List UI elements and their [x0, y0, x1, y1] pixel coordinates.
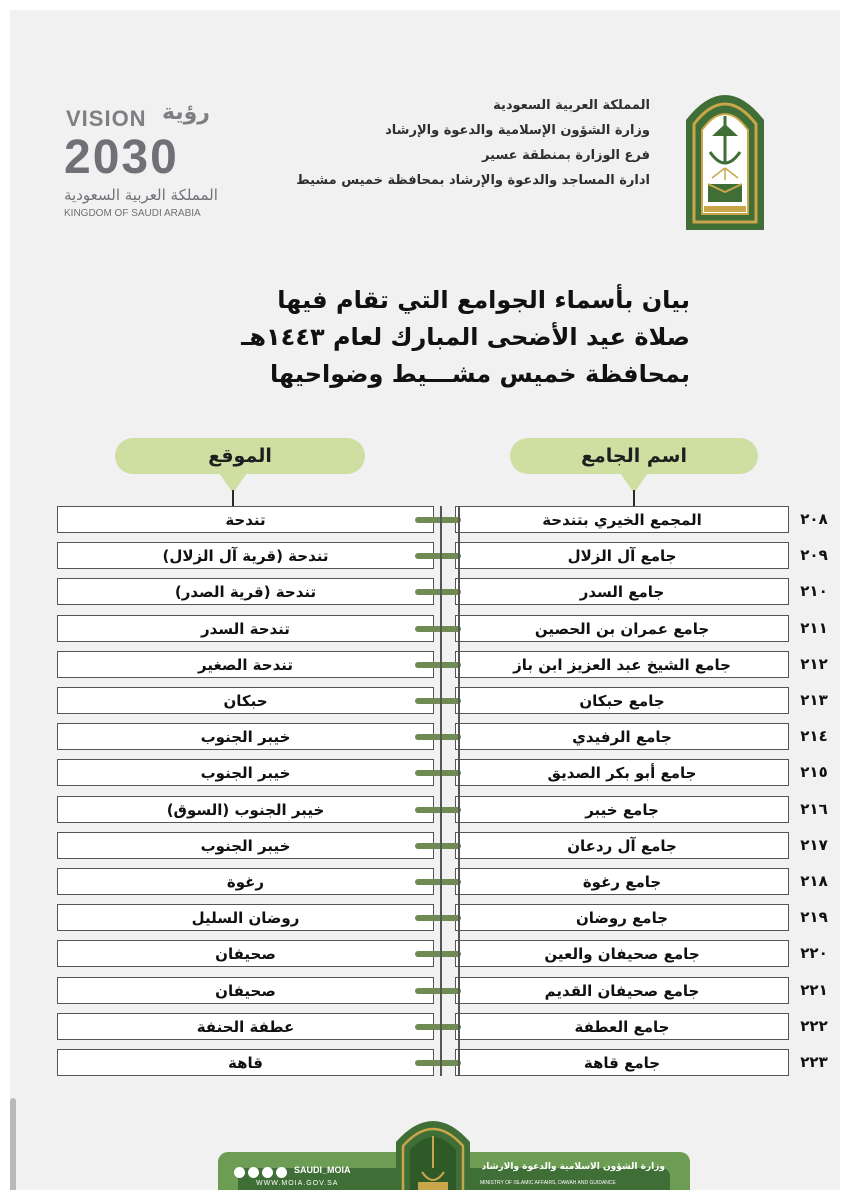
- row-number: ٢١٨: [800, 872, 828, 890]
- header-line-3: فرع الوزارة بمنطقة عسير: [482, 148, 650, 163]
- mosque-name-cell: جامع العطفة: [455, 1013, 789, 1040]
- mosque-name-cell: جامع صحيفان والعين: [455, 940, 789, 967]
- social-icons: [234, 1167, 290, 1179]
- row-number: ٢١٩: [800, 908, 828, 926]
- snapchat-icon[interactable]: [248, 1167, 259, 1178]
- mosque-name-cell: جامع روضان: [455, 904, 789, 931]
- instagram-icon[interactable]: [262, 1167, 273, 1178]
- title-line-1: بيان بأسماء الجوامع التي تقام فيها: [277, 286, 690, 314]
- row-number: ٢١٧: [800, 836, 828, 854]
- kingdom-arabic: المملكة العربية السعودية: [64, 186, 218, 204]
- mosque-name-cell: جامع الشيخ عبد العزيز ابن باز: [455, 651, 789, 678]
- location-cell: عطفة الحنفة: [57, 1013, 434, 1040]
- footer-website[interactable]: WWW.MOIA.GOV.SA: [256, 1180, 339, 1187]
- row-number: ٢٠٨: [800, 510, 828, 528]
- location-cell: خيبر الجنوب (السوق): [57, 796, 434, 823]
- mosque-name-cell: جامع عمران بن الحصين: [455, 615, 789, 642]
- row-number: ٢٢١: [800, 981, 828, 999]
- row-number: ٢١١: [800, 619, 828, 637]
- footer-ministry-arabic: وزارة الشؤون الاسلامية والدعوة والارشاد: [481, 1162, 665, 1172]
- footer-ministry-emblem: [394, 1108, 472, 1190]
- mosque-name-cell: جامع صحيفان القديم: [455, 977, 789, 1004]
- row-number: ٢١٣: [800, 691, 828, 709]
- location-cell: تندحة السدر: [57, 615, 434, 642]
- mosque-name-cell: جامع أبو بكر الصديق: [455, 759, 789, 786]
- location-cell: صحيفان: [57, 940, 434, 967]
- location-cell: قاهة: [57, 1049, 434, 1076]
- vision-arabic-word: رؤية: [162, 100, 210, 125]
- row-number: ٢٢٣: [800, 1053, 828, 1071]
- document-page: [10, 10, 840, 1190]
- mosque-name-cell: جامع قاهة: [455, 1049, 789, 1076]
- row-number: ٢٢٠: [800, 944, 828, 962]
- youtube-icon[interactable]: [276, 1167, 287, 1178]
- location-cell: خيبر الجنوب: [57, 723, 434, 750]
- mosque-name-cell: جامع الرفيدي: [455, 723, 789, 750]
- footer-handle[interactable]: SAUDI_MOIA: [294, 1165, 351, 1175]
- location-cell: خيبر الجنوب: [57, 832, 434, 859]
- row-number: ٢١٦: [800, 800, 828, 818]
- location-cell: رغوة: [57, 868, 434, 895]
- header-line-1: المملكة العربية السعودية: [493, 98, 650, 113]
- mosque-name-cell: جامع السدر: [455, 578, 789, 605]
- mosque-name-cell: جامع رغوة: [455, 868, 789, 895]
- row-number: ٢٢٢: [800, 1017, 828, 1035]
- mosque-header-stem: [633, 490, 635, 506]
- location-cell: تندحة الصغير: [57, 651, 434, 678]
- mosque-name-cell: جامع خيبر: [455, 796, 789, 823]
- center-divider: [440, 506, 460, 1076]
- location-column-header: الموقع: [115, 438, 365, 474]
- mosque-name-cell: جامع آل ردعان: [455, 832, 789, 859]
- twitter-icon[interactable]: [234, 1167, 245, 1178]
- vision-word: VISION: [66, 106, 147, 131]
- footer-ministry-english: MINISTRY OF ISLAMIC AFFAIRS, DAWAH AND GUIDANCE: [480, 1180, 616, 1186]
- row-number: ٢١٤: [800, 727, 828, 745]
- row-number: ٢١٠: [800, 582, 828, 600]
- mosque-name-cell: جامع آل الزلال: [455, 542, 789, 569]
- row-number: ٢٠٩: [800, 546, 828, 564]
- location-cell: تندحة (قرية آل الزلال): [57, 542, 434, 569]
- ministry-emblem-logo: [682, 80, 768, 232]
- title-line-3: بمحافظة خميس مشـــيط وضواحيها: [270, 360, 690, 388]
- mosque-name-cell: المجمع الخيري بتندحة: [455, 506, 789, 533]
- scrollbar[interactable]: [10, 1098, 16, 1190]
- location-header-stem: [232, 490, 234, 506]
- kingdom-english: KINGDOM OF SAUDI ARABIA: [64, 208, 201, 219]
- location-cell: تندحة (قرية الصدر): [57, 578, 434, 605]
- header-line-4: ادارة المساجد والدعوة والإرشاد بمحافظة خميس مشيط: [296, 173, 650, 188]
- mosque-column-header: اسم الجامع: [510, 438, 758, 474]
- location-cell: صحيفان: [57, 977, 434, 1004]
- vision-number: 2030: [64, 131, 179, 184]
- location-cell: خيبر الجنوب: [57, 759, 434, 786]
- row-number: ٢١٥: [800, 763, 828, 781]
- title-line-2: صلاة عيد الأضحى المبارك لعام ١٤٤٣هـ: [241, 323, 690, 351]
- location-cell: حبكان: [57, 687, 434, 714]
- header-line-2: وزارة الشؤون الإسلامية والدعوة والإرشاد: [385, 123, 650, 138]
- row-number: ٢١٢: [800, 655, 828, 673]
- location-cell: روضان السليل: [57, 904, 434, 931]
- mosque-name-cell: جامع حبكان: [455, 687, 789, 714]
- vision-2030-logo: [50, 98, 230, 226]
- location-cell: تندحة: [57, 506, 434, 533]
